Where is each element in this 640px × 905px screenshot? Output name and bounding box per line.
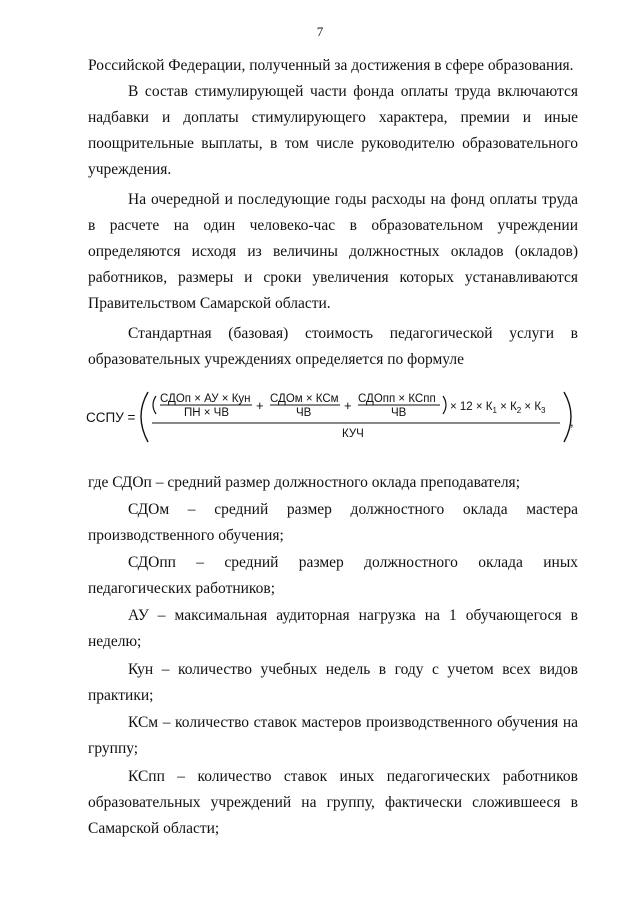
definition-sdom: СДОм – средний размер должностного оклада мастера производственного обучения; [88, 501, 578, 544]
formula-lhs: ССПУ = [86, 410, 136, 425]
term2-numerator: СДОм × КСм [270, 393, 339, 405]
inner-left-paren [153, 396, 156, 414]
multiplier-chain [450, 401, 546, 415]
multiplier-x3: × К [521, 401, 542, 413]
paragraph-payroll-expenses: На очередной и последующие годы расходы на фонд оплаты труда в расчете на один человеко-час в образовательном учреждении определяются исходя из величины должностных окладов (окладов) работников, размеры и сроки увеличения которых устанавливаются Правительством Самарской области. [88, 191, 578, 312]
definition-ksm: КСм – количество ставок мастеров производственного обучения на группу; [88, 714, 578, 757]
k1-subscript: 1 [492, 406, 497, 415]
page-number: 7 [316, 24, 324, 39]
outer-left-paren [141, 392, 148, 442]
term1-denominator: ПН × ЧВ [184, 407, 230, 419]
definition-kun: Кун – количество учебных недель в году с учетом всех видов практики; [88, 661, 578, 704]
term2-denominator: ЧВ [296, 407, 312, 419]
cost-formula [86, 386, 586, 446]
term3-numerator: СДОпп × КСпп [358, 393, 436, 405]
inner-right-paren [443, 396, 446, 414]
term3-denominator: ЧВ [391, 407, 407, 419]
k2-subscript: 2 [516, 406, 522, 415]
plus-sign-1: + [256, 398, 264, 413]
main-denominator: КУЧ [342, 428, 364, 440]
definition-kspp: КСпп – количество ставок иных педагогических работников образовательных учреждений на группу, фактически сложившееся в Самарской области; [88, 768, 578, 837]
k3-subscript: 3 [541, 406, 546, 415]
definition-sdop: где СДОп – средний размер должностного оклада преподавателя; [88, 474, 520, 491]
formula-trailing-comma: , [570, 414, 574, 429]
term1-numerator: СДОп × АУ × Кун [160, 393, 251, 405]
definition-au: АУ – максимальная аудиторная нагрузка на 1 обучающегося в неделю; [88, 607, 578, 650]
paragraph-incentive-part: В состав стимулирующей части фонда оплаты труда включаются надбавки и доплаты стимулирующего характера, премии и иные поощрительные выплаты, в том числе руководителю образовательного учреждения. [88, 83, 578, 178]
paragraph-standard-cost: Стандартная (базовая) стоимость педагогической услуги в образовательных учреждениях определяется по формуле [88, 325, 578, 368]
paragraph-continuation: Российской Федерации, полученный за достижения в сфере образования. [88, 57, 574, 74]
plus-sign-2: + [344, 398, 352, 413]
multiplier-text: × 12 × К [450, 401, 493, 413]
multiplier-x2: × К [496, 401, 517, 413]
definition-sdopp: СДОпп – средний размер должностного оклада иных педагогических работников; [88, 554, 578, 597]
